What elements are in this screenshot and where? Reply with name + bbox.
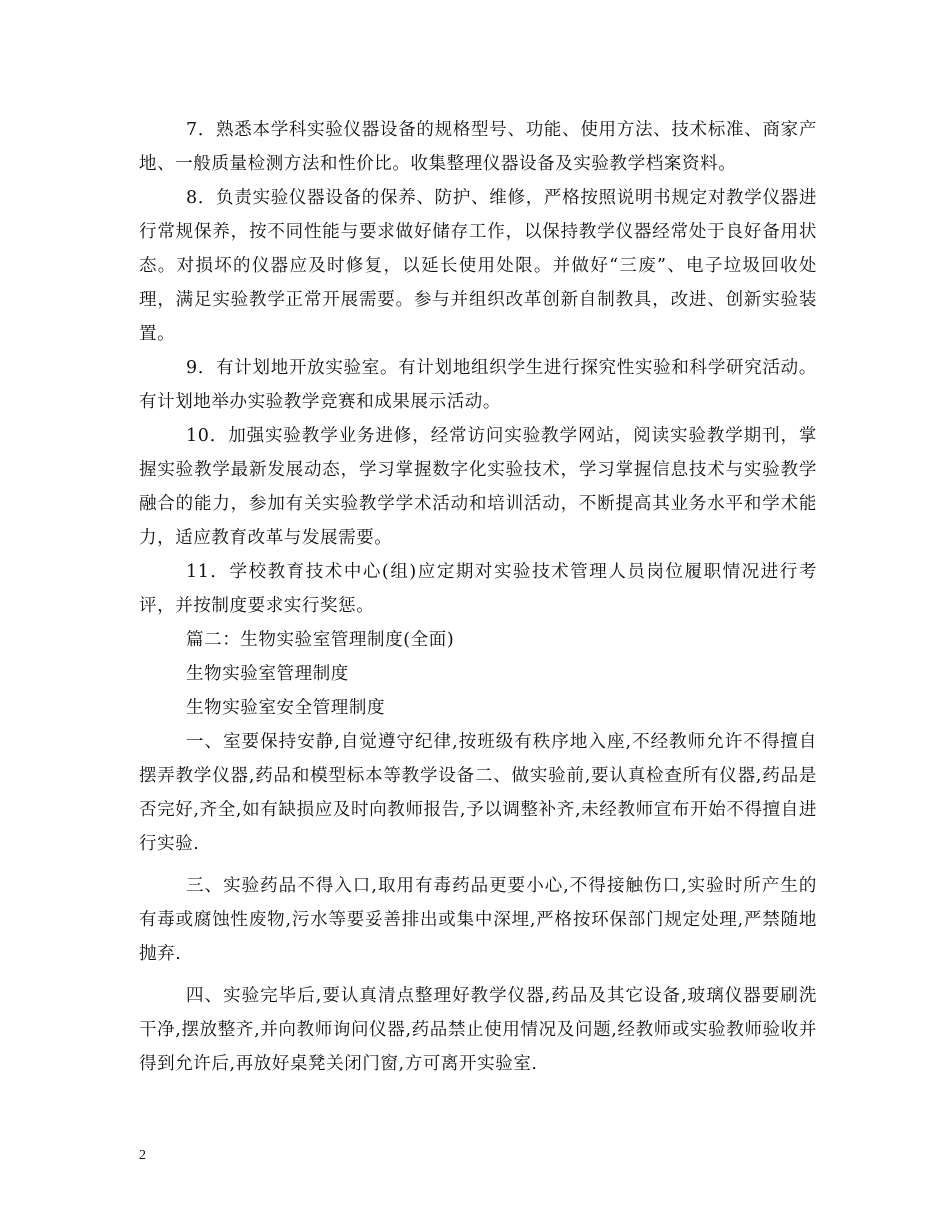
paragraph-item-7: 7．熟悉本学科实验仪器设备的规格型号、功能、使用方法、技术标准、商家产地、一般质量检测方法和性价比。收集整理仪器设备及实验教学档案资料。 [139,120,817,174]
subtitle-safety: 生物实验室安全管理制度 [186,698,386,718]
rule-paragraph-3: 三、实验药品不得入口,取用有毒药品更要小心,不得接触伤口,实验时所产生的有毒或腐蚀性废物,污水等要妥善排出或集中深埋,严格按环保部门规定处理,严禁随地抛弃. [139,876,817,964]
rule-paragraph-4: 四、实验完毕后,要认真清点整理好教学仪器,药品及其它设备,玻璃仪器要刷洗干净,摆放整齐,并向教师询问仪器,药品禁止使用情况及问题,经教师或实验教师验收并得到允许后,再放好桌凳关闭门窗,方可离开实验室. [139,986,817,1074]
document-body [139,113,817,1081]
rule-paragraph-1-2: 一、室要保持安静,自觉遵守纪律,按班级有秩序地入座,不经教师允许不得擅自摆弄教学仪器,药品和模型标本等教学设备二、做实验前,要认真检查所有仪器,药品是否完好,齐全,如有缺损应及时向教师报告,予以调整补齐,未经教师宣布开始不得擅自进行实验. [139,732,817,854]
paragraph-item-9: 9．有计划地开放实验室。有计划地组织学生进行探究性实验和科学研究活动。有计划地举办实验教学竞赛和成果展示活动。 [139,358,817,412]
paragraph-item-10: 10．加强实验教学业务进修，经常访问实验教学网站，阅读实验教学期刊，掌握实验教学最新发展动态，学习掌握数字化实验技术，学习掌握信息技术与实验教学融合的能力，参加有关实验教学学术活动和培训活动，不断提高其业务水平和学术能力，适应教育改革与发展需要。 [139,426,817,548]
page-number: 2 [139,1148,146,1163]
paragraph-item-11: 11．学校教育技术中心(组)应定期对实验技术管理人员岗位履职情况进行考评，并按制度要求实行奖惩。 [139,562,817,616]
subtitle-management: 生物实验室管理制度 [186,664,349,684]
section-title: 篇二：生物实验室管理制度(全面) [186,630,455,650]
paragraph-item-8: 8．负责实验仪器设备的保养、防护、维修，严格按照说明书规定对教学仪器进行常规保养，按不同性能与要求做好储存工作，以保持教学仪器经常处于良好备用状态。对损坏的仪器应及时修复，以延长使用处限。并做好“三废”、电子垃圾回收处理，满足实验教学正常开展需要。参与并组织改革创新自制教具，改进、创新实验装置。 [139,188,817,344]
